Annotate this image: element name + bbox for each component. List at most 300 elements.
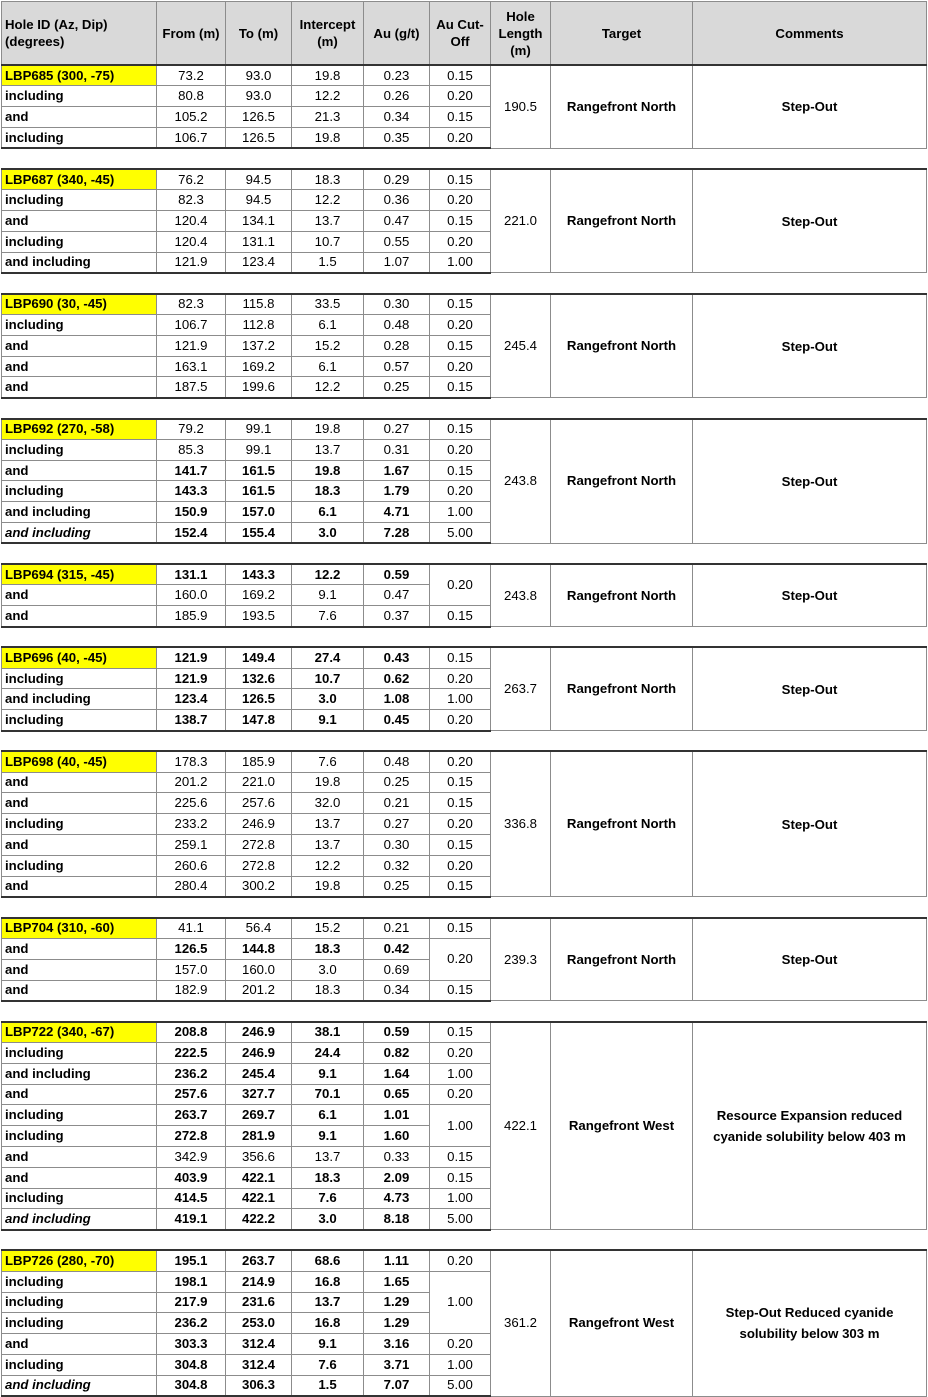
au-grade-cell: 0.55 — [364, 231, 430, 252]
table-row — [2, 169, 927, 190]
separator-cell — [2, 627, 927, 648]
au-grade-cell: 0.31 — [364, 439, 430, 460]
to-cell: 272.8 — [226, 834, 292, 855]
intercept-cell: 18.3 — [292, 938, 364, 959]
to-cell: 185.9 — [226, 751, 292, 772]
table-row — [2, 1022, 927, 1043]
cutoff-cell: 5.00 — [430, 523, 491, 544]
interval-label-cell: and — [2, 793, 157, 814]
target-cell: Rangefront North — [551, 294, 693, 398]
to-cell: 201.2 — [226, 980, 292, 1001]
interval-label-cell: and — [2, 980, 157, 1001]
au-grade-cell: 1.07 — [364, 252, 430, 273]
from-cell: 222.5 — [157, 1042, 226, 1063]
interval-label-cell: and — [2, 772, 157, 793]
from-cell: 185.9 — [157, 606, 226, 627]
to-cell: 263.7 — [226, 1250, 292, 1271]
interval-label-cell: and — [2, 834, 157, 855]
au-grade-cell: 0.25 — [364, 377, 430, 398]
au-grade-cell: 1.67 — [364, 460, 430, 481]
to-cell: 93.0 — [226, 86, 292, 107]
hole-length-cell: 190.5 — [491, 65, 551, 148]
au-grade-cell: 0.21 — [364, 793, 430, 814]
interval-label-cell: including — [2, 668, 157, 689]
cutoff-cell: 1.00 — [430, 252, 491, 273]
cutoff-cell: 0.20 — [430, 439, 491, 460]
header-to: To (m) — [226, 2, 292, 66]
interval-label-cell: including — [2, 1354, 157, 1375]
au-grade-cell: 0.69 — [364, 959, 430, 980]
comments-cell: Step-Out — [693, 65, 927, 148]
to-cell: 143.3 — [226, 564, 292, 585]
hole-separator — [2, 398, 927, 419]
intercept-cell: 7.6 — [292, 1354, 364, 1375]
to-cell: 422.2 — [226, 1209, 292, 1230]
target-cell: Rangefront West — [551, 1250, 693, 1396]
au-grade-cell: 0.30 — [364, 834, 430, 855]
drill-results-table — [1, 1, 927, 1397]
cutoff-cell: 0.15 — [430, 876, 491, 897]
to-cell: 93.0 — [226, 65, 292, 86]
interval-label-cell: and including — [2, 1063, 157, 1084]
interval-label-cell: including — [2, 481, 157, 502]
cutoff-cell: 1.00 — [430, 1105, 491, 1147]
from-cell: 106.7 — [157, 315, 226, 336]
interval-label-cell: and — [2, 1167, 157, 1188]
separator-cell — [2, 398, 927, 419]
hole-length-cell: 361.2 — [491, 1250, 551, 1396]
intercept-cell: 15.2 — [292, 918, 364, 939]
au-grade-cell: 1.01 — [364, 1105, 430, 1126]
table-row — [2, 294, 927, 315]
table-header — [2, 2, 927, 66]
interval-label-cell: including — [2, 1313, 157, 1334]
target-cell: Rangefront North — [551, 647, 693, 730]
to-cell: 160.0 — [226, 959, 292, 980]
au-grade-cell: 0.36 — [364, 190, 430, 211]
to-cell: 155.4 — [226, 523, 292, 544]
to-cell: 257.6 — [226, 793, 292, 814]
interval-label-cell: and — [2, 606, 157, 627]
from-cell: 76.2 — [157, 169, 226, 190]
au-grade-cell: 1.60 — [364, 1126, 430, 1147]
hole-id-cell: LBP722 (340, -67) — [2, 1022, 157, 1043]
from-cell: 198.1 — [157, 1271, 226, 1292]
cutoff-cell: 1.00 — [430, 1063, 491, 1084]
to-cell: 161.5 — [226, 460, 292, 481]
cutoff-cell: 0.15 — [430, 1167, 491, 1188]
cutoff-cell: 5.00 — [430, 1209, 491, 1230]
from-cell: 120.4 — [157, 211, 226, 232]
cutoff-cell: 0.15 — [430, 294, 491, 315]
au-grade-cell: 0.47 — [364, 211, 430, 232]
interval-label-cell: and — [2, 1084, 157, 1105]
au-grade-cell: 0.26 — [364, 86, 430, 107]
intercept-cell: 3.0 — [292, 959, 364, 980]
from-cell: 419.1 — [157, 1209, 226, 1230]
to-cell: 246.9 — [226, 1022, 292, 1043]
au-grade-cell: 0.27 — [364, 814, 430, 835]
interval-label-cell: including — [2, 855, 157, 876]
to-cell: 269.7 — [226, 1105, 292, 1126]
target-cell: Rangefront North — [551, 751, 693, 897]
from-cell: 121.9 — [157, 647, 226, 668]
intercept-cell: 15.2 — [292, 335, 364, 356]
table-row — [2, 918, 927, 939]
intercept-cell: 18.3 — [292, 169, 364, 190]
from-cell: 236.2 — [157, 1313, 226, 1334]
header-comments: Comments — [693, 2, 927, 66]
au-grade-cell: 1.64 — [364, 1063, 430, 1084]
cutoff-cell: 0.15 — [430, 606, 491, 627]
interval-label-cell: and — [2, 335, 157, 356]
from-cell: 263.7 — [157, 1105, 226, 1126]
from-cell: 187.5 — [157, 377, 226, 398]
to-cell: 306.3 — [226, 1375, 292, 1396]
to-cell: 272.8 — [226, 855, 292, 876]
from-cell: 217.9 — [157, 1292, 226, 1313]
intercept-cell: 1.5 — [292, 252, 364, 273]
cutoff-cell: 0.15 — [430, 793, 491, 814]
cutoff-cell: 1.00 — [430, 502, 491, 523]
au-grade-cell: 4.71 — [364, 502, 430, 523]
intercept-cell: 10.7 — [292, 668, 364, 689]
to-cell: 422.1 — [226, 1188, 292, 1209]
cutoff-cell: 0.15 — [430, 169, 491, 190]
intercept-cell: 13.7 — [292, 439, 364, 460]
header-from: From (m) — [157, 2, 226, 66]
comments-cell: Step-Out — [693, 564, 927, 626]
cutoff-cell: 0.20 — [430, 231, 491, 252]
hole-id-cell: LBP726 (280, -70) — [2, 1250, 157, 1271]
from-cell: 342.9 — [157, 1146, 226, 1167]
intercept-cell: 18.3 — [292, 1167, 364, 1188]
cutoff-cell: 0.20 — [430, 481, 491, 502]
table-row — [2, 65, 927, 86]
au-grade-cell: 0.32 — [364, 855, 430, 876]
interval-label-cell: and — [2, 1146, 157, 1167]
cutoff-cell: 0.15 — [430, 377, 491, 398]
to-cell: 169.2 — [226, 585, 292, 606]
intercept-cell: 19.8 — [292, 772, 364, 793]
intercept-cell: 12.2 — [292, 377, 364, 398]
cutoff-cell: 0.20 — [430, 938, 491, 980]
to-cell: 300.2 — [226, 876, 292, 897]
intercept-cell: 18.3 — [292, 481, 364, 502]
to-cell: 132.6 — [226, 668, 292, 689]
au-grade-cell: 1.65 — [364, 1271, 430, 1292]
from-cell: 208.8 — [157, 1022, 226, 1043]
cutoff-cell: 0.15 — [430, 918, 491, 939]
hole-length-cell: 243.8 — [491, 419, 551, 544]
intercept-cell: 19.8 — [292, 127, 364, 148]
from-cell: 121.9 — [157, 252, 226, 273]
au-grade-cell: 0.23 — [364, 65, 430, 86]
au-grade-cell: 0.25 — [364, 876, 430, 897]
intercept-cell: 19.8 — [292, 65, 364, 86]
hole-id-cell: LBP694 (315, -45) — [2, 564, 157, 585]
table-row — [2, 564, 927, 585]
from-cell: 233.2 — [157, 814, 226, 835]
interval-label-cell: and — [2, 356, 157, 377]
cutoff-cell: 0.20 — [430, 668, 491, 689]
from-cell: 260.6 — [157, 855, 226, 876]
cutoff-cell: 1.00 — [430, 1271, 491, 1333]
au-grade-cell: 0.47 — [364, 585, 430, 606]
comments-cell: Step-Out — [693, 751, 927, 897]
to-cell: 137.2 — [226, 335, 292, 356]
intercept-cell: 3.0 — [292, 689, 364, 710]
to-cell: 123.4 — [226, 252, 292, 273]
hole-id-cell: LBP685 (300, -75) — [2, 65, 157, 86]
au-grade-cell: 0.33 — [364, 1146, 430, 1167]
hole-id-cell: LBP692 (270, -58) — [2, 419, 157, 440]
au-grade-cell: 8.18 — [364, 1209, 430, 1230]
au-grade-cell: 2.09 — [364, 1167, 430, 1188]
from-cell: 178.3 — [157, 751, 226, 772]
from-cell: 123.4 — [157, 689, 226, 710]
interval-label-cell: including — [2, 1042, 157, 1063]
from-cell: 120.4 — [157, 231, 226, 252]
from-cell: 225.6 — [157, 793, 226, 814]
hole-id-cell: LBP698 (40, -45) — [2, 751, 157, 772]
cutoff-cell: 0.20 — [430, 127, 491, 148]
to-cell: 422.1 — [226, 1167, 292, 1188]
interval-label-cell: including — [2, 231, 157, 252]
header-intercept: Intercept (m) — [292, 2, 364, 66]
from-cell: 82.3 — [157, 294, 226, 315]
to-cell: 126.5 — [226, 689, 292, 710]
cutoff-cell: 0.20 — [430, 315, 491, 336]
from-cell: 138.7 — [157, 710, 226, 731]
from-cell: 163.1 — [157, 356, 226, 377]
au-grade-cell: 3.16 — [364, 1334, 430, 1355]
intercept-cell: 19.8 — [292, 460, 364, 481]
comments-cell: Step-Out — [693, 918, 927, 1001]
intercept-cell: 9.1 — [292, 710, 364, 731]
intercept-cell: 13.7 — [292, 814, 364, 835]
cutoff-cell: 5.00 — [430, 1375, 491, 1396]
interval-label-cell: including — [2, 190, 157, 211]
intercept-cell: 16.8 — [292, 1313, 364, 1334]
intercept-cell: 38.1 — [292, 1022, 364, 1043]
from-cell: 150.9 — [157, 502, 226, 523]
au-grade-cell: 0.59 — [364, 564, 430, 585]
intercept-cell: 12.2 — [292, 855, 364, 876]
au-grade-cell: 1.11 — [364, 1250, 430, 1271]
to-cell: 327.7 — [226, 1084, 292, 1105]
from-cell: 79.2 — [157, 419, 226, 440]
interval-label-cell: and — [2, 959, 157, 980]
hole-length-cell: 422.1 — [491, 1022, 551, 1230]
interval-label-cell: including — [2, 86, 157, 107]
hole-separator — [2, 273, 927, 294]
cutoff-cell: 0.15 — [430, 419, 491, 440]
cutoff-cell: 0.15 — [430, 335, 491, 356]
separator-cell — [2, 543, 927, 564]
hole-separator — [2, 897, 927, 918]
to-cell: 134.1 — [226, 211, 292, 232]
intercept-cell: 33.5 — [292, 294, 364, 315]
table-body — [2, 65, 927, 1396]
cutoff-cell: 0.20 — [430, 1042, 491, 1063]
intercept-cell: 19.8 — [292, 876, 364, 897]
intercept-cell: 24.4 — [292, 1042, 364, 1063]
to-cell: 144.8 — [226, 938, 292, 959]
table-row — [2, 1250, 927, 1271]
cutoff-cell: 0.15 — [430, 834, 491, 855]
interval-label-cell: and — [2, 938, 157, 959]
target-cell: Rangefront North — [551, 419, 693, 544]
from-cell: 160.0 — [157, 585, 226, 606]
hole-id-cell: LBP704 (310, -60) — [2, 918, 157, 939]
au-grade-cell: 0.48 — [364, 751, 430, 772]
hole-id-cell: LBP696 (40, -45) — [2, 647, 157, 668]
from-cell: 82.3 — [157, 190, 226, 211]
intercept-cell: 6.1 — [292, 1105, 364, 1126]
separator-cell — [2, 1230, 927, 1251]
cutoff-cell: 0.15 — [430, 1146, 491, 1167]
intercept-cell: 12.2 — [292, 190, 364, 211]
target-cell: Rangefront North — [551, 564, 693, 626]
to-cell: 231.6 — [226, 1292, 292, 1313]
au-grade-cell: 0.57 — [364, 356, 430, 377]
to-cell: 161.5 — [226, 481, 292, 502]
header-hole-id: Hole ID (Az, Dip) (degrees) — [2, 2, 157, 66]
cutoff-cell: 0.20 — [430, 710, 491, 731]
intercept-cell: 21.3 — [292, 107, 364, 128]
interval-label-cell: including — [2, 1126, 157, 1147]
from-cell: 41.1 — [157, 918, 226, 939]
from-cell: 157.0 — [157, 959, 226, 980]
to-cell: 94.5 — [226, 169, 292, 190]
interval-label-cell: and — [2, 876, 157, 897]
intercept-cell: 13.7 — [292, 211, 364, 232]
from-cell: 272.8 — [157, 1126, 226, 1147]
hole-id-cell: LBP687 (340, -45) — [2, 169, 157, 190]
cutoff-cell: 0.15 — [430, 1022, 491, 1043]
from-cell: 73.2 — [157, 65, 226, 86]
target-cell: Rangefront North — [551, 169, 693, 273]
interval-label-cell: and — [2, 107, 157, 128]
from-cell: 152.4 — [157, 523, 226, 544]
cutoff-cell: 0.15 — [430, 460, 491, 481]
cutoff-cell: 0.20 — [430, 86, 491, 107]
hole-separator — [2, 148, 927, 169]
cutoff-cell: 0.15 — [430, 772, 491, 793]
hole-length-cell: 239.3 — [491, 918, 551, 1001]
from-cell: 414.5 — [157, 1188, 226, 1209]
to-cell: 99.1 — [226, 419, 292, 440]
separator-cell — [2, 1001, 927, 1022]
cutoff-cell: 0.20 — [430, 814, 491, 835]
to-cell: 281.9 — [226, 1126, 292, 1147]
interval-label-cell: and including — [2, 689, 157, 710]
intercept-cell: 9.1 — [292, 585, 364, 606]
interval-label-cell: and — [2, 460, 157, 481]
au-grade-cell: 7.07 — [364, 1375, 430, 1396]
to-cell: 253.0 — [226, 1313, 292, 1334]
from-cell: 131.1 — [157, 564, 226, 585]
intercept-cell: 6.1 — [292, 315, 364, 336]
to-cell: 245.4 — [226, 1063, 292, 1084]
from-cell: 280.4 — [157, 876, 226, 897]
to-cell: 112.8 — [226, 315, 292, 336]
au-grade-cell: 0.25 — [364, 772, 430, 793]
from-cell: 121.9 — [157, 668, 226, 689]
au-grade-cell: 0.30 — [364, 294, 430, 315]
interval-label-cell: and — [2, 585, 157, 606]
intercept-cell: 13.7 — [292, 1146, 364, 1167]
intercept-cell: 6.1 — [292, 356, 364, 377]
au-grade-cell: 0.42 — [364, 938, 430, 959]
from-cell: 303.3 — [157, 1334, 226, 1355]
au-grade-cell: 0.34 — [364, 980, 430, 1001]
table-row — [2, 419, 927, 440]
interval-label-cell: and — [2, 211, 157, 232]
interval-label-cell: and including — [2, 523, 157, 544]
from-cell: 106.7 — [157, 127, 226, 148]
cutoff-cell: 0.20 — [430, 1250, 491, 1271]
intercept-cell: 19.8 — [292, 419, 364, 440]
from-cell: 105.2 — [157, 107, 226, 128]
separator-cell — [2, 273, 927, 294]
to-cell: 312.4 — [226, 1334, 292, 1355]
intercept-cell: 7.6 — [292, 751, 364, 772]
interval-label-cell: and — [2, 377, 157, 398]
interval-label-cell: including — [2, 1105, 157, 1126]
intercept-cell: 9.1 — [292, 1126, 364, 1147]
hole-length-cell: 245.4 — [491, 294, 551, 398]
interval-label-cell: including — [2, 710, 157, 731]
intercept-cell: 18.3 — [292, 980, 364, 1001]
to-cell: 169.2 — [226, 356, 292, 377]
intercept-cell: 3.0 — [292, 1209, 364, 1230]
to-cell: 115.8 — [226, 294, 292, 315]
to-cell: 214.9 — [226, 1271, 292, 1292]
intercept-cell: 3.0 — [292, 523, 364, 544]
cutoff-cell: 0.20 — [430, 564, 491, 606]
intercept-cell: 9.1 — [292, 1063, 364, 1084]
comments-cell: Step-Out — [693, 647, 927, 730]
interval-label-cell: including — [2, 439, 157, 460]
cutoff-cell: 0.15 — [430, 647, 491, 668]
hole-separator — [2, 1001, 927, 1022]
interval-label-cell: and including — [2, 502, 157, 523]
from-cell: 126.5 — [157, 938, 226, 959]
cutoff-cell: 0.20 — [430, 190, 491, 211]
comments-cell: Step-Out Reduced cyanide solubility below 303 m — [693, 1250, 927, 1396]
cutoff-cell: 1.00 — [430, 1188, 491, 1209]
hole-separator — [2, 1230, 927, 1251]
cutoff-cell: 0.20 — [430, 1334, 491, 1355]
cutoff-cell: 0.15 — [430, 107, 491, 128]
interval-label-cell: including — [2, 814, 157, 835]
au-grade-cell: 4.73 — [364, 1188, 430, 1209]
header-target: Target — [551, 2, 693, 66]
cutoff-cell: 0.20 — [430, 1084, 491, 1105]
target-cell: Rangefront North — [551, 65, 693, 148]
intercept-cell: 7.6 — [292, 606, 364, 627]
to-cell: 126.5 — [226, 107, 292, 128]
to-cell: 193.5 — [226, 606, 292, 627]
interval-label-cell: including — [2, 1188, 157, 1209]
au-grade-cell: 0.28 — [364, 335, 430, 356]
from-cell: 201.2 — [157, 772, 226, 793]
cutoff-cell: 0.15 — [430, 211, 491, 232]
header-cutoff: Au Cut-Off — [430, 2, 491, 66]
hole-length-cell: 221.0 — [491, 169, 551, 273]
